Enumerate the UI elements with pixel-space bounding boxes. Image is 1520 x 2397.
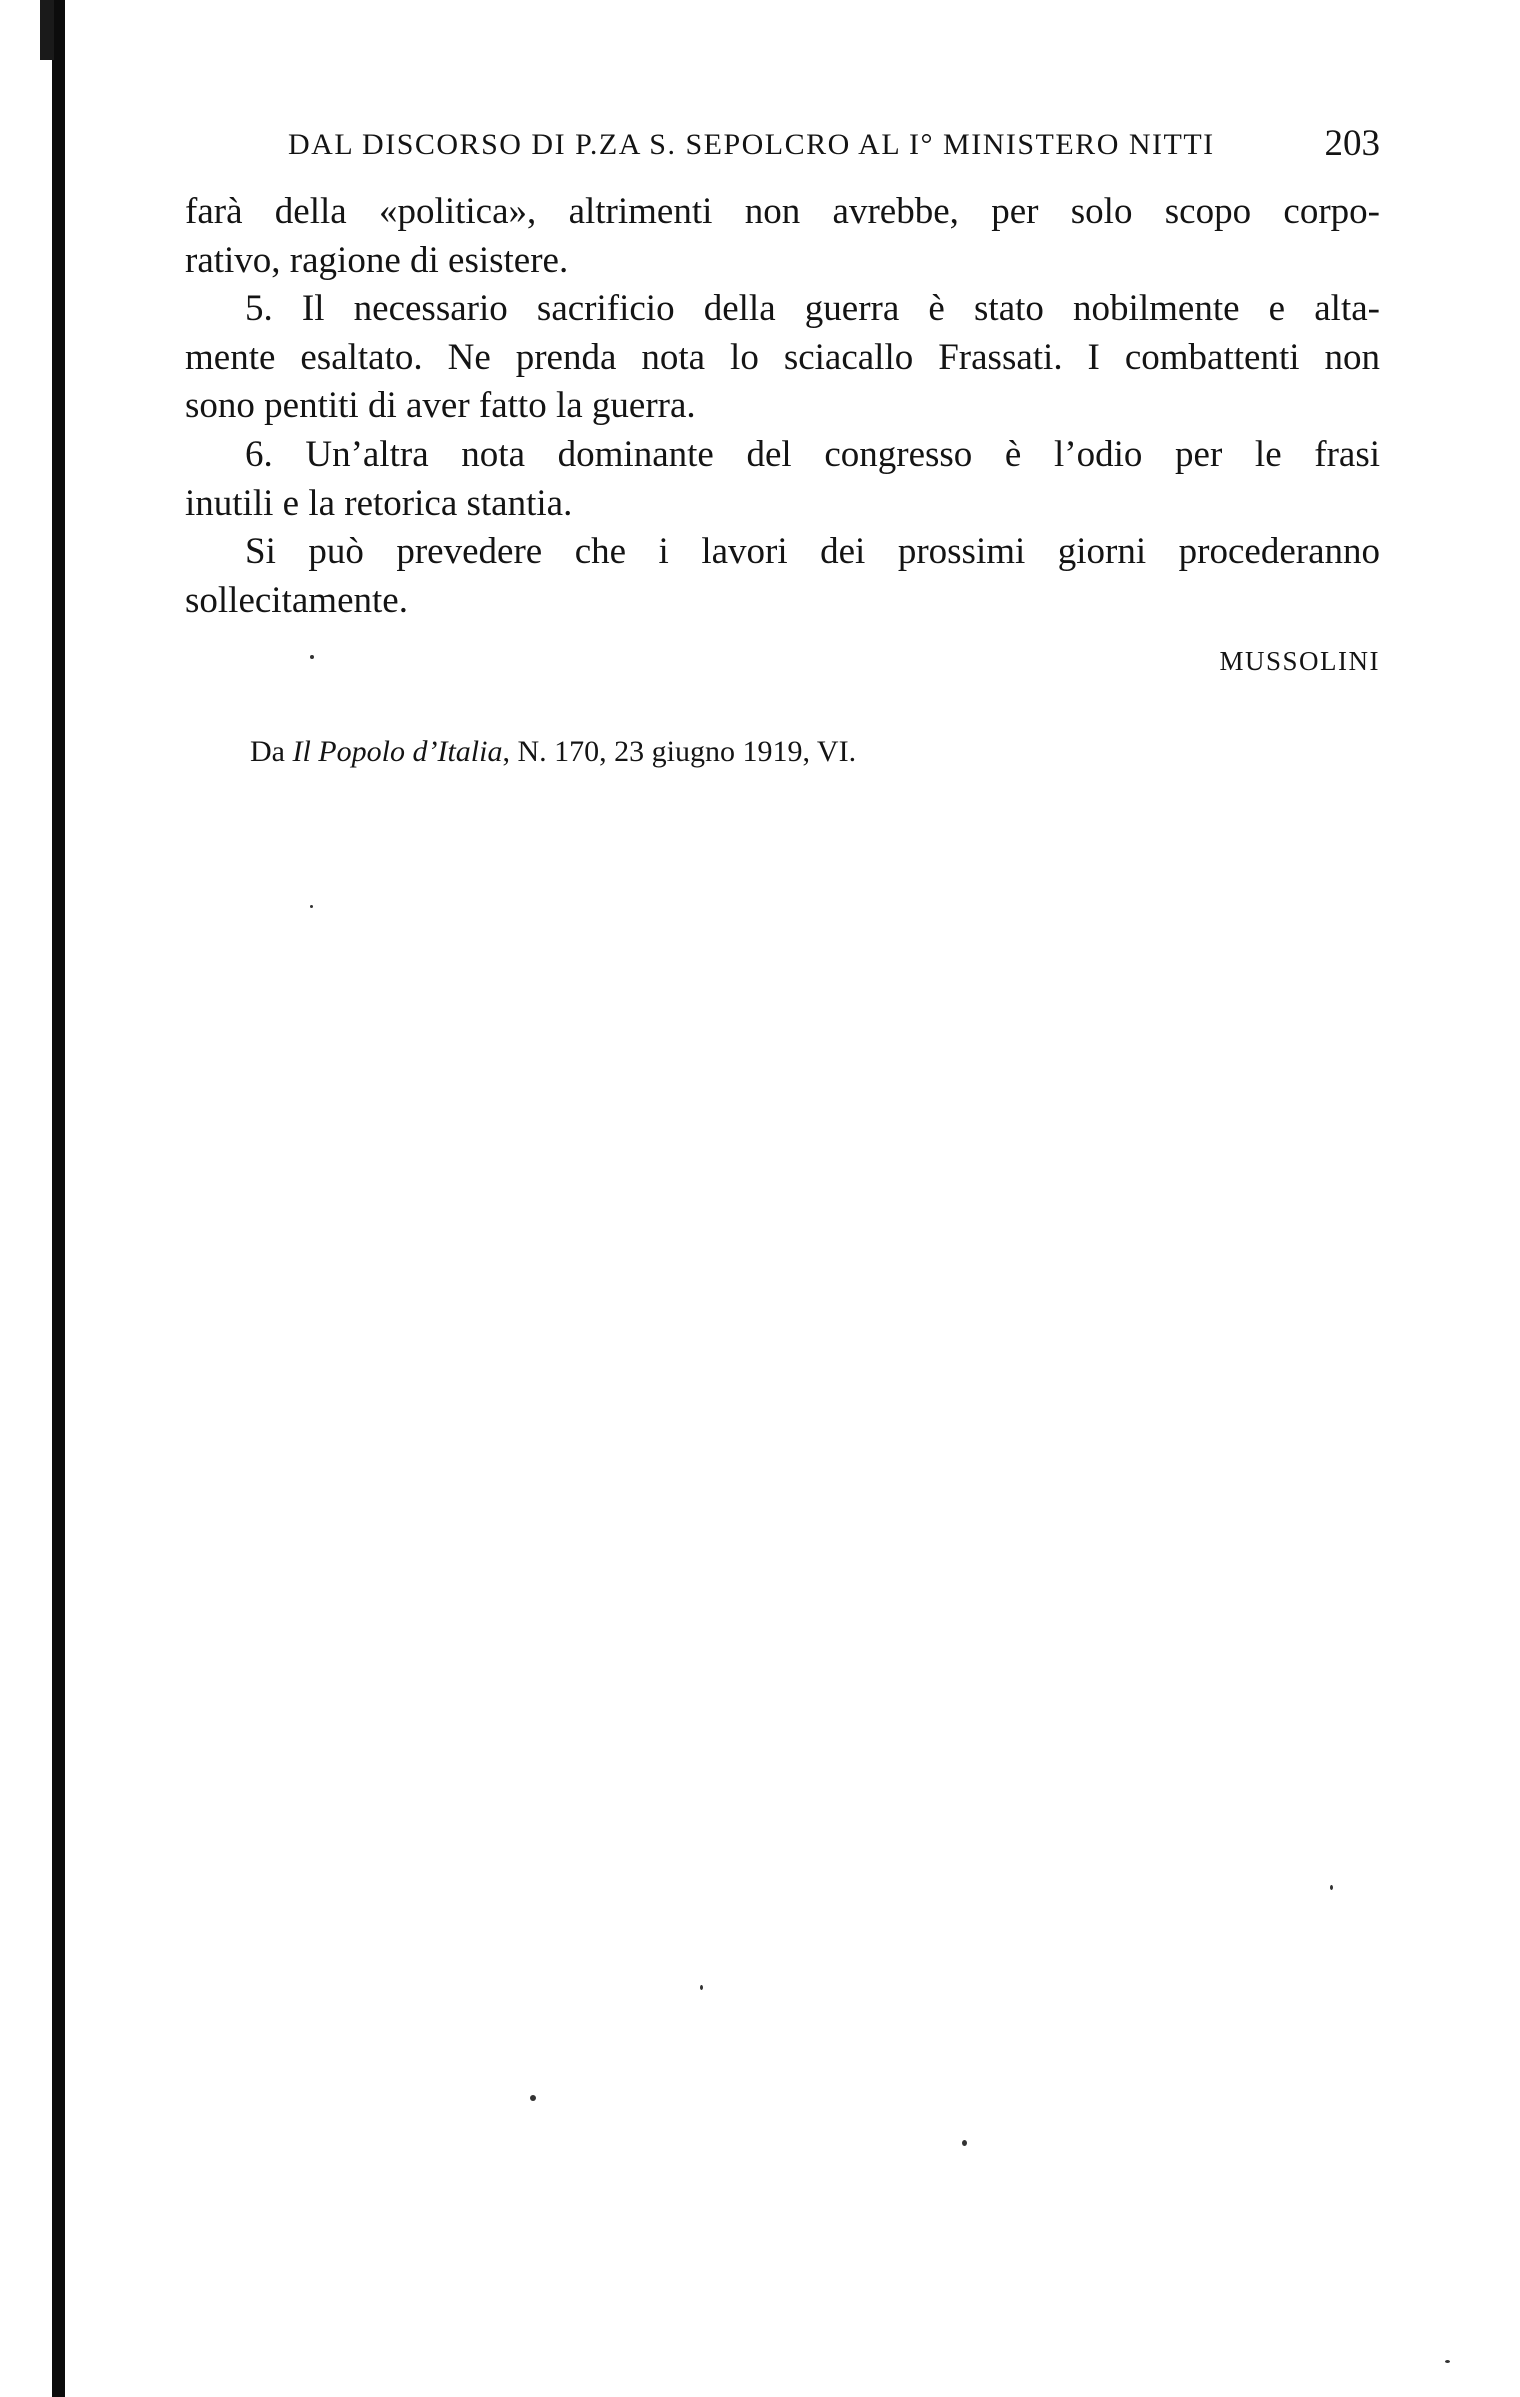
text-line: 6. Un’altra nota dominante del congresso è l’odio per le frasi <box>245 433 1380 475</box>
scan-speck <box>700 1985 703 1990</box>
scan-speck <box>310 905 313 908</box>
source-publication: Il Popolo d’Italia <box>292 735 503 768</box>
body-text <box>185 188 1380 625</box>
source-details: , N. 170, 23 giugno 1919, VI. <box>502 735 857 768</box>
binding-notch <box>40 0 54 60</box>
scan-speck <box>962 2140 967 2146</box>
source-prefix: Da <box>250 735 293 768</box>
running-title: DAL DISCORSO DI P.ZA S. SEPOLCRO AL I° MINISTERO NITTI <box>288 128 1215 161</box>
running-header <box>288 118 1380 174</box>
text-line: inutili e la retorica stantia. <box>185 482 573 524</box>
text-line: sollecitamente. <box>185 579 408 621</box>
scan-speck <box>1445 2360 1450 2363</box>
source-citation <box>250 735 856 769</box>
text-line: 5. Il necessario sacrificio della guerra è stato nobilmente e alta- <box>245 288 1380 330</box>
text-line: mente esaltato. Ne prenda nota lo sciacallo Frassati. I combattenti non <box>185 336 1380 378</box>
text-line: sono pentiti di aver fatto la guerra. <box>185 385 696 427</box>
book-binding-edge <box>52 0 65 2397</box>
scan-speck <box>310 655 314 659</box>
text-line: farà della «politica», altrimenti non avrebbe, per solo scopo corpo- <box>185 191 1380 232</box>
text-line: Si può prevedere che i lavori dei prossimi giorni procederanno <box>245 531 1380 573</box>
scan-speck <box>530 2095 536 2101</box>
text-line: rativo, ragione di esistere. <box>185 239 569 281</box>
scan-speck <box>1330 1885 1333 1890</box>
signature: MUSSOLINI <box>1219 646 1380 676</box>
page-number: 203 <box>1324 123 1380 164</box>
